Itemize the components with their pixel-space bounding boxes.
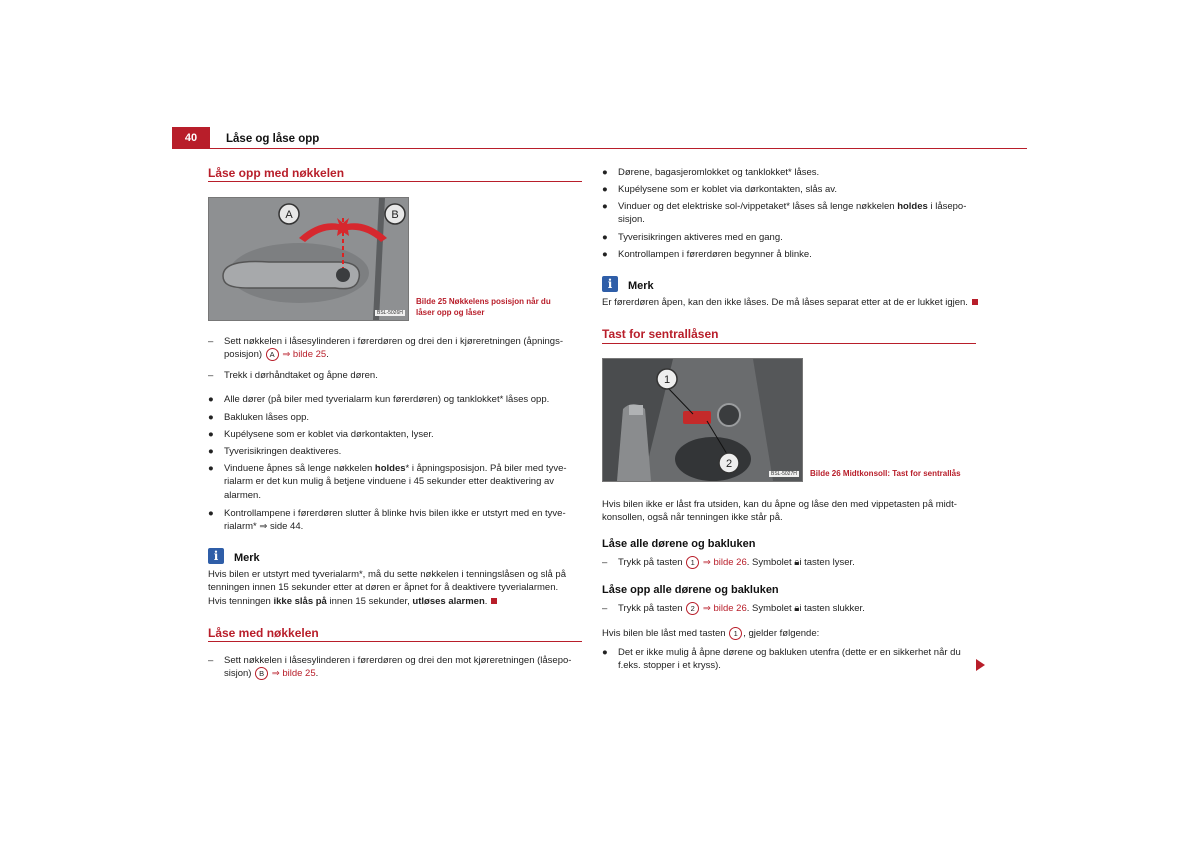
label-2: 2 [725,458,733,470]
para-line: Hvis bilen ikke er låst fra utsiden, kan du åpne og låse den med vippetasten på midt- [602,499,957,510]
subheading-unlock-all: Låse opp alle dørene og bakluken [602,584,779,596]
lock-symbol-icon: 🔒︎ [794,603,800,615]
label-a: A [285,209,293,221]
list-item: ● Tyverisikringen aktiveres med en gang. [602,232,783,243]
bullet-text: Kontrollampene i førerdøren slutter å blinke hvis bilen ikke er utstyrt med en tyve- [224,508,566,519]
bullet-text: Dørene, bagasjeromlokket og tanklokket* låses. [618,167,820,178]
list-item: ● Det er ikke mulig å åpne dørene og bakluken utenfra (dette er en sikkerhet når du f.eks. stopper i et kryss). [602,647,961,672]
note-line: innen 15 sekunder, [326,595,413,607]
list-item: ● Bakluken låses opp. [208,412,310,423]
figure-link[interactable]: ⇒ bilde 26 [702,603,747,615]
figure-26-caption: Bilde 26 Midtkonsoll: Tast for sentrallås [810,469,961,478]
dash-text: . Symbolet [746,603,792,615]
info-icon: i [208,548,224,564]
dash-text: posisjon) [224,349,263,361]
figure-25-caption [416,297,551,318]
bold-text: holdes [374,463,406,474]
bullet-text: Alle dører (på biler med tyverialarm kun førerdøren) og tanklokket* låses opp. [224,394,550,405]
paragraph [602,498,982,525]
dash-text: Trykk på tasten [618,557,683,569]
list-item: ● Kontrollampen i førerdøren begynner å blinke. [602,249,812,260]
figure-code: BSL-5027H [771,471,797,477]
figure-code: BSL-5026H [377,310,403,316]
dash-text: Sett nøkkelen i låsesylinderen i førerdøren og drei den mot kjøreretningen (låsepo- [224,655,572,666]
dash-text: Trekk i dørhåndtaket og åpne døren. [224,370,378,381]
list-item: ● Kupélysene som er koblet via dørkontakten, slås av. [602,184,837,195]
label-1: 1 [663,374,671,386]
dash-text: i tasten lyser. [799,557,855,569]
note-title: Merk [234,552,260,564]
caption-line: låser opp og låser [416,307,485,317]
bullet-text: * i åpningsposisjon. På biler med tyve- [405,463,567,474]
page-title: Låse og låse opp [226,133,320,145]
dash-item: – Trykk på tasten 1 ⇒ bilde 26. Symbolet 🔒︎i tasten lyser. [602,557,855,569]
figure-center-console [602,358,803,482]
bullet-text: i låsepo- [927,201,967,212]
lock-symbol-icon: 🔒︎ [794,557,800,569]
paragraph [602,627,982,640]
bullet-text: Bakluken låses opp. [224,412,310,423]
list-item: ● Tyverisikringen deaktiveres. [208,446,342,457]
bullet-text: rialarm er det kun mulig å betjene vinduene i 45 sekunder etter deaktivering av [224,476,555,488]
section-title-lock: Låse med nøkkelen [208,626,319,640]
bullet-text: Tyverisikringen deaktiveres. [224,446,342,457]
figure-link[interactable]: ⇒ bilde 26 [702,557,747,569]
list-item: ● Kupélysene som er koblet via dørkontakten, lyser. [208,429,434,440]
bold-text: utløses alarmen [412,595,485,607]
bullet-text: Det er ikke mulig å åpne dørene og bakluken utenfra (dette er en sikkerhet når du [618,647,961,658]
list-item: ● Vinduene åpnes så lenge nøkkelen holdes* i åpningsposisjon. På biler med tyve- rialarm er det kun mulig å betjene vinduene i 45 sekunder etter deaktivering av alarmen. [208,463,567,501]
circle-label: A [266,348,279,361]
note-line: Hvis tenningen [208,595,274,607]
section-rule [208,641,582,642]
center-console-illustration [603,359,802,481]
figure-link[interactable]: ⇒ bilde 25 [271,668,316,680]
bullet-text: sisjon. [618,214,645,226]
label-b: B [391,209,399,221]
dash-item: – Sett nøkkelen i låsesylinderen i førerdøren og drei den i kjøreretningen (åpnings- posisjon) A ⇒ bilde 25. [208,336,563,361]
dash-item: – Trekk i dørhåndtaket og åpne døren. [208,370,378,381]
section-rule [602,343,976,344]
caption-line: Bilde 25 Nøkkelens posisjon når du [416,297,551,306]
dash-text: Trykk på tasten [618,603,683,615]
circle-label: 1 [686,556,699,569]
next-page-arrow-icon[interactable] [976,659,985,671]
note-line: Er førerdøren åpen, kan den ikke låses. De må låses separat etter at de er lukket igjen. [602,297,968,308]
dash-item: – Sett nøkkelen i låsesylinderen i førerdøren og drei den mot kjøreretningen (låsepo- sisjon) B ⇒ bilde 25. [208,655,572,680]
bold-text: ikke slås på [273,595,327,607]
bullet-text: Vinduene åpnes så lenge nøkkelen [224,463,375,474]
note-text [602,296,982,309]
figure-link[interactable]: ⇒ bilde 25 [282,349,327,361]
para-line: konsollen, også når tenningen ikke står på. [602,512,783,524]
bold-text: holdes [897,201,928,212]
figure-door-handle [208,197,409,321]
bullet-text: Kupélysene som er koblet via dørkontakten, lyser. [224,429,434,440]
bullet-text: f.eks. stopper i et kryss). [618,660,721,672]
list-item: ● Alle dører (på biler med tyverialarm kun førerdøren) og tanklokket* låses opp. [208,394,550,405]
dash-text: . Symbolet [746,557,792,569]
section-rule [208,181,582,182]
dash-item: – Trykk på tasten 2 ⇒ bilde 26. Symbolet 🔒︎i tasten slukker. [602,603,865,615]
dash-text: i tasten slukker. [799,603,865,615]
dash-text: Sett nøkkelen i låsesylinderen i førerdøren og drei den i kjøreretningen (åpnings- [224,336,563,347]
info-icon: i [602,276,618,292]
para-line: , gjelder følgende: [743,628,820,640]
header-rule [210,148,1027,149]
section-title-central-lock: Tast for sentrallåsen [602,327,719,341]
end-marker [972,299,978,305]
note-line: tenningen innen 15 sekunder etter at døren er åpnet for å deaktivere tyverialarmen. [208,582,559,594]
end-marker [491,598,497,604]
subheading-lock-all: Låse alle dørene og bakluken [602,538,756,550]
note-line: . [484,595,488,607]
page-number: 40 [172,127,210,149]
circle-label: 2 [686,602,699,615]
bullet-text: alarmen. [224,489,261,501]
note-text [208,568,598,608]
section-title-unlock: Låse opp med nøkkelen [208,166,345,180]
circle-label: B [255,667,268,680]
bullet-text: rialarm* ⇒ side 44. [224,521,304,533]
list-item: ● Kontrollampene i førerdøren slutter å blinke hvis bilen ikke er utstyrt med en tyve- rialarm* ⇒ side 44. [208,508,566,533]
door-handle-illustration [209,198,408,320]
note-line: Hvis bilen er utstyrt med tyverialarm*, må du sette nøkkelen i tenningslåsen og slå på [208,569,566,580]
bullet-text: Kontrollampen i førerdøren begynner å blinke. [618,249,812,260]
dash-text: sisjon) [224,668,252,680]
note-title: Merk [628,280,654,292]
bullet-text: Tyverisikringen aktiveres med en gang. [618,232,783,243]
list-item: ● Vinduer og det elektriske sol-/vippetaket* låses så lenge nøkkelen holdes i låsepo- sisjon. [602,201,967,226]
para-line: Hvis bilen ble låst med tasten [602,628,726,640]
bullet-text: Kupélysene som er koblet via dørkontakten, slås av. [618,184,837,195]
list-item: ● Dørene, bagasjeromlokket og tanklokket* låses. [602,167,820,178]
bullet-text: Vinduer og det elektriske sol-/vippetaket* låses så lenge nøkkelen [618,201,898,212]
circle-label: 1 [729,627,742,640]
